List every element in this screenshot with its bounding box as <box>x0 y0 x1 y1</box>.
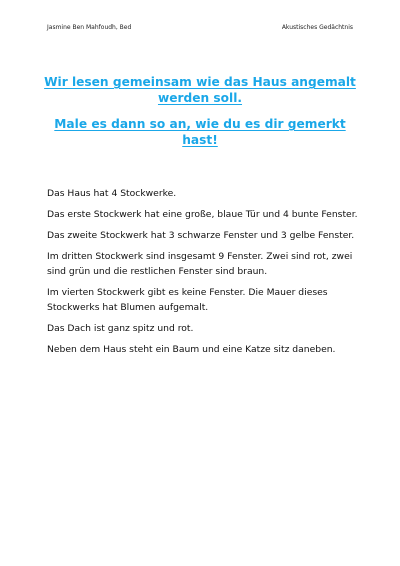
description-paragraph-roof: Das Dach ist ganz spitz und rot. <box>47 323 194 334</box>
header-author: Jasmine Ben Mahfoudh, Bed <box>47 24 132 31</box>
header-subject: Akustisches Gedächtnis <box>281 24 353 31</box>
instruction-line-paint: Male es dann so an, wie du es dir gemerkt hast! <box>54 117 346 147</box>
description-paragraph-second-floor: Das zweite Stockwerk hat 3 schwarze Fenster und 3 gelbe Fenster. <box>47 230 355 241</box>
instruction-heading <box>40 74 360 148</box>
description-paragraph-floors: Das Haus hat 4 Stockwerke. <box>47 188 177 199</box>
description-paragraph-tree-cat: Neben dem Haus steht ein Baum und eine Katze sitz daneben. <box>47 344 336 355</box>
instruction-line-read: Wir lesen gemeinsam wie das Haus angemalt werden soll. <box>44 75 356 105</box>
house-description <box>47 186 360 363</box>
description-paragraph-first-floor: Das erste Stockwerk hat eine große, blaue Tür und 4 bunte Fenster. <box>47 209 358 220</box>
page-header <box>47 24 353 34</box>
description-paragraph-third-floor: Im dritten Stockwerk sind insgesamt 9 Fenster. Zwei sind rot, zwei sind grün und die restlichen Fenster sind braun. <box>47 251 353 277</box>
description-paragraph-fourth-floor: Im vierten Stockwerk gibt es keine Fenster. Die Mauer dieses Stockwerks hat Blumen aufgemalt. <box>47 287 328 313</box>
